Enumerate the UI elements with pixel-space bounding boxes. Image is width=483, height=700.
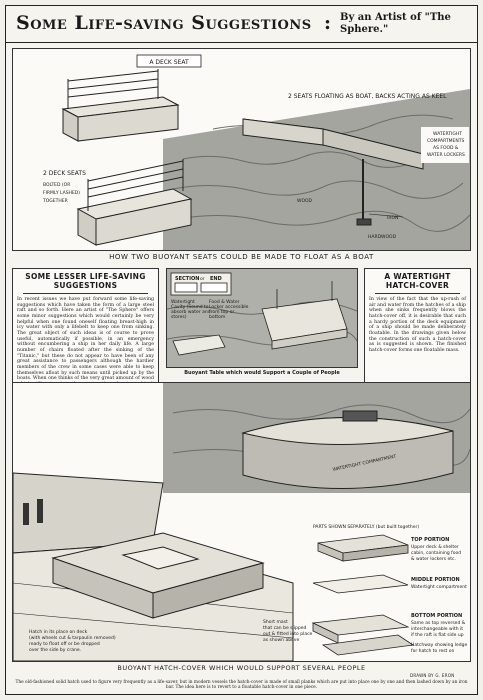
label-parts: PARTS SHOWN SEPARATELY (but built together) <box>313 525 420 530</box>
label-deck-seats-4: TOGETHER <box>43 199 68 204</box>
hatch-parts <box>313 535 413 655</box>
label-hatch-1: Hatch in its place on deck <box>29 630 88 635</box>
label-ledge-1: Hatchway showing ledge <box>411 643 468 648</box>
label-table-wt-4: stores) <box>171 315 187 320</box>
label-wt-4: WATER LOCKERS <box>427 153 465 158</box>
article-heading-right: A WATERTIGHT HATCH-COVER <box>384 272 451 290</box>
label-food-3: from top or <box>209 310 235 315</box>
label-table-wt-3: absorb water and <box>171 310 211 315</box>
deck-seat-drawing <box>13 49 470 250</box>
label-middle-desc: Watertight compartment <box>411 585 467 590</box>
title-colon: : <box>324 12 332 34</box>
page-title: Some Life-saving Suggestions <box>16 12 312 34</box>
label-end: END <box>210 276 222 282</box>
label-deck-seats-3: FIRMLY LASHED) <box>43 191 81 196</box>
label-hardwood: HARDWOOD <box>368 235 397 240</box>
label-bottom-desc-2: interchangeable with it <box>411 627 464 632</box>
label-table-wt-2: Cavity (Sound to <box>171 305 209 310</box>
label-bottom-desc-1: Same as top reversed & <box>411 621 466 626</box>
label-compartment: WATERTIGHT COMPARTMENT <box>332 454 397 473</box>
label-wt-1: WATERTIGHT <box>433 132 463 137</box>
label-or: or <box>200 277 205 282</box>
label-ledge-2: for hatch to rest on <box>411 649 455 654</box>
label-deck-seat: A DECK SEAT <box>149 59 189 66</box>
label-wood: WOOD <box>297 199 312 204</box>
heading-rule <box>23 293 148 294</box>
caption-buoyant-table: Buoyant Table which would Support a Couple of People <box>184 370 340 376</box>
label-hatch-4: over the side by crane. <box>29 648 82 653</box>
label-mast-3: out & fitted into place <box>263 632 313 637</box>
title-bar <box>6 6 477 43</box>
artist-credit: DRAWN BY G. ERON <box>410 673 455 678</box>
label-food-4: bottom <box>209 315 226 320</box>
magazine-page <box>5 5 478 695</box>
hatch-cover-illustration <box>12 382 471 662</box>
label-bottom: BOTTOM PORTION <box>411 613 463 619</box>
article-heading-left: SOME LESSER LIFE-SAVING SUGGESTIONS <box>25 272 146 290</box>
footer-note: The old-fashioned solid hatch used to figure very frequently as a life-saver, but in modern vessels the hatch-cover is made of small planks which are put into place one by one and then lashed down by an iron bar. The idea here is to revert to a floatable hatch-cover in one piece. <box>15 680 468 691</box>
label-deck-seats-1: 2 DECK SEATS <box>43 170 86 177</box>
buoyant-table-illustration <box>166 268 358 368</box>
label-top: TOP PORTION <box>411 537 450 543</box>
label-bottom-desc-3: if the raft is flat side up <box>411 633 464 638</box>
byline: By an Artist of "The Sphere." <box>340 12 451 35</box>
label-wt-3: AS FOOD & <box>433 146 459 151</box>
deck-seat-illustration <box>12 48 471 251</box>
caption-hatch-cover: BUOYANT HATCH-COVER WHICH WOULD SUPPORT SEVERAL PEOPLE <box>117 664 366 672</box>
label-top-desc-3: & water lockers etc. <box>411 557 456 562</box>
article-body-right: In view of the fact that the up-rush of air and water from the hatches of a ship when she sinks frequently blows the hatch-cover off, it is desirable that such a hardy portion of the deck equipment of a ship should be made deliberately floatable. In the drawings given below the construction of such a hatch-cover as is suggested is shown. The finished hatch-cover forms one floatable mass. <box>369 297 466 353</box>
label-mast-2: that can be slipped <box>263 626 307 631</box>
label-food-1: Food & Water <box>209 300 240 305</box>
label-wt-2: COMPARTMENTS <box>427 139 465 144</box>
label-middle: MIDDLE PORTION <box>411 577 460 583</box>
label-food-2: Locker accessible <box>209 305 249 310</box>
buoyant-table-drawing <box>167 269 357 367</box>
hatch-cover-drawing <box>13 383 470 661</box>
label-mast-4: as shown above <box>263 638 300 643</box>
label-table-wt-1: Watertight <box>171 300 195 305</box>
sea-water <box>163 89 470 250</box>
label-hatch-2: (with wheels cut & tarpaulin removed) <box>29 636 116 641</box>
label-deck-seats-2: BOLTED (OR <box>43 183 71 188</box>
label-float: 2 SEATS FLOATING AS BOAT, BACKS ACTING AS KEEL <box>288 93 447 100</box>
caption-deck-seat: HOW TWO BUOYANT SEATS COULD BE MADE TO FLOAT AS A BOAT <box>109 253 374 261</box>
label-top-desc-1: Upper deck & shelter <box>411 545 459 550</box>
label-mast-1: Short mast <box>263 620 288 625</box>
label-section: SECTION <box>175 276 200 282</box>
label-iron: IRON <box>387 216 399 221</box>
label-top-desc-2: cabin, containing food <box>411 551 462 556</box>
label-hatch-3: ready to float off or be dropped <box>29 642 100 647</box>
deck-seat-single <box>63 69 178 141</box>
heading-rule-right <box>375 293 460 294</box>
article-body-left: In recent issues we have put forward some life-saving suggestions which have taken the form of a large steel raft and so forth. Here an artist of "The Sphere" offers some minor suggestions which would certainly be very helpful when one found oneself floating breast-high in icy water with only a lifebelt to keep one from sinking. The great object of such ideas is of course to prove useful, automatically if possible, in an emergency without encumbering a ship in her daily life. A large number of chairs floated after the sinking of the "Titanic," but these do not appear to have been of any great assistance to passengers although the hardier members of the crew in some cases were able to keep themselves afloat by such means until picked up by the boats. When one thinks of the very great amount of wood <box>17 297 154 382</box>
